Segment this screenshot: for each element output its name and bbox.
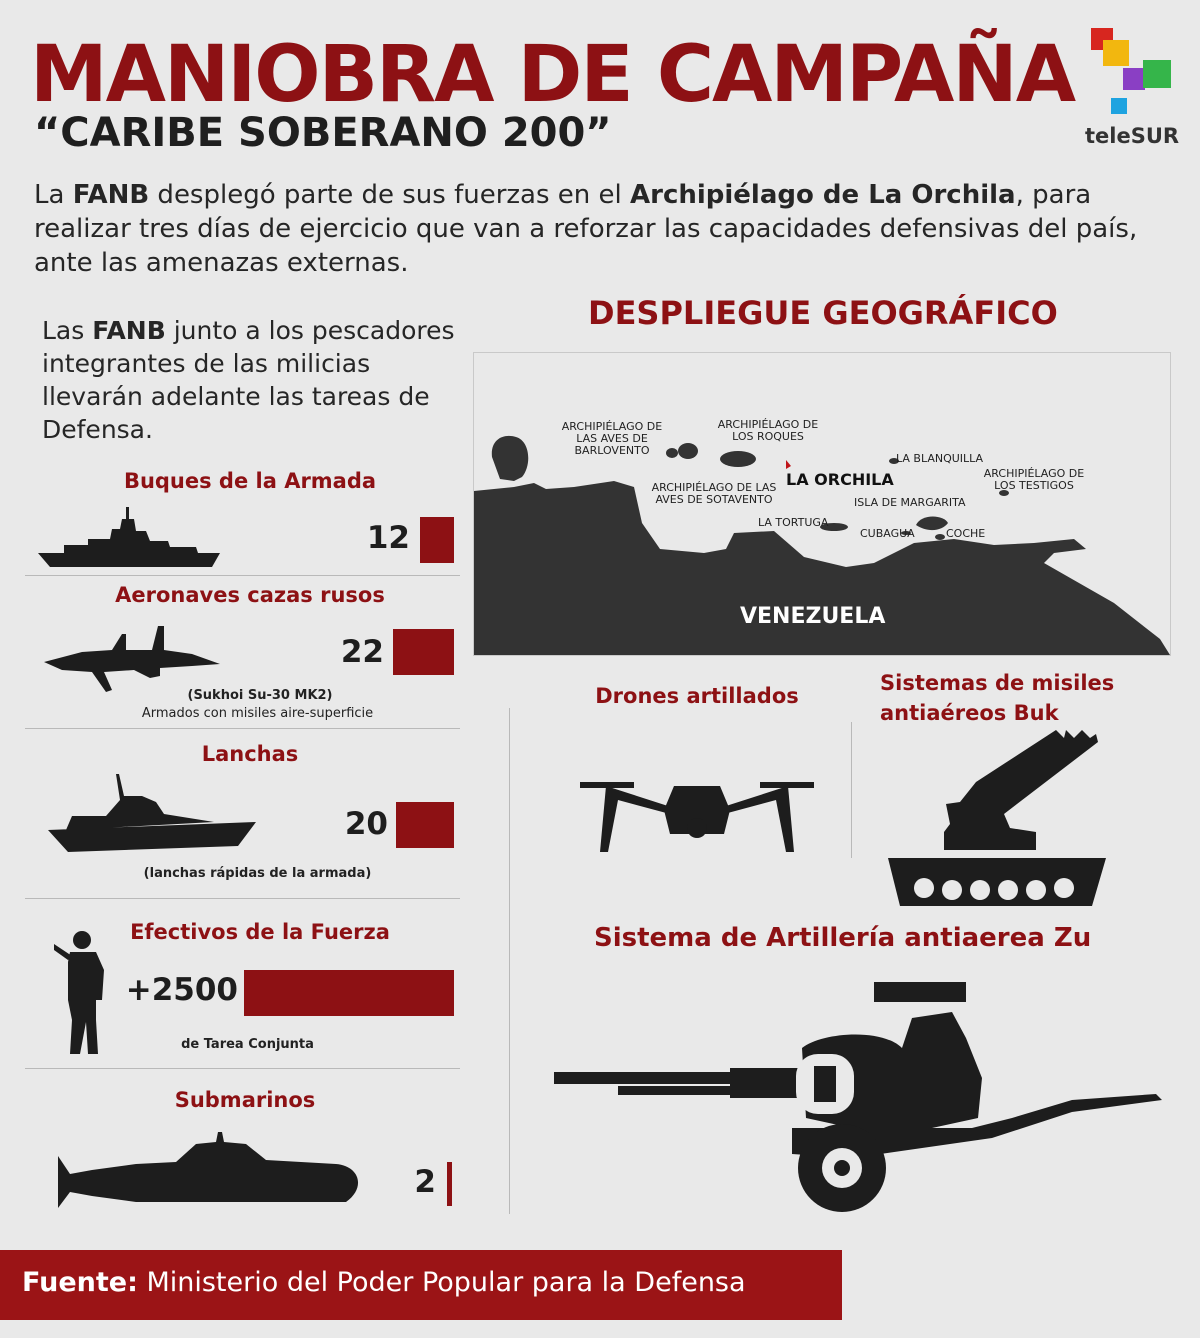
asset-bar-personnel [244, 970, 454, 1016]
divider [25, 1068, 460, 1069]
map-label-la-tortuga: LA TORTUGA [758, 516, 829, 529]
submarine-icon [56, 1130, 364, 1210]
page-subtitle: “CARIBE SOBERANO 200” [34, 110, 612, 156]
note-bold: (lanchas rápidas de la armada) [143, 866, 372, 881]
map-label-la-blanquilla: LA BLANQUILLA [896, 452, 984, 465]
telesur-logo-mark [1085, 28, 1180, 118]
warship-icon [36, 505, 222, 571]
source-text [22, 1267, 746, 1298]
asset-note-boats [120, 866, 395, 881]
note-bold: (Sukhoi Su-30 MK2) [187, 688, 333, 703]
lead-text: Las [42, 316, 93, 345]
asset-note-jets: Armados con misiles aire-superficie [141, 706, 374, 721]
map-label-los-roques: ARCHIPIÉLAGO DE LOS ROQUES [717, 418, 819, 443]
source-label: Fuente: [22, 1267, 138, 1298]
intro-bold: FANB [72, 180, 150, 210]
zu-label: Sistema de Artillería antiaerea Zu [594, 923, 1092, 953]
map-label-aves-barlovento: ARCHIPIÉLAGO DE LAS AVES DE BARLOVENTO [561, 420, 663, 457]
asset-value-jets: 22 [340, 634, 384, 670]
source-value: Ministerio del Poder Popular para la Defensa [137, 1267, 746, 1298]
asset-bar-boats [396, 802, 454, 848]
drones-label: Drones artillados [595, 684, 799, 708]
lead-bold: FANB [92, 316, 166, 345]
asset-bar-jets [393, 629, 454, 675]
page-title: MANIOBRA DE CAMPAÑA [30, 30, 1075, 120]
divider [25, 728, 460, 729]
divider [509, 708, 510, 1214]
zu-artillery-icon [552, 978, 1164, 1220]
telesur-logo [1085, 28, 1180, 148]
map-label-margarita: ISLA DE MARGARITA [854, 496, 966, 509]
buk-launcher-icon [886, 728, 1108, 910]
map-label-la-orchila: LA ORCHILA [786, 470, 894, 489]
asset-note-personnel [130, 1037, 365, 1052]
telesur-logo-text: teleSUR [1085, 124, 1180, 148]
asset-bar-ships [420, 517, 454, 563]
soldier-icon [52, 930, 110, 1058]
drone-icon [578, 752, 816, 856]
asset-bar-submarines [447, 1162, 452, 1206]
map-label-aves-sotavento: ARCHIPIÉLAGO DE LAS AVES DE SOTAVENTO [651, 481, 777, 506]
asset-label-boats: Lanchas [201, 742, 299, 766]
asset-label-ships: Buques de la Armada [123, 469, 377, 493]
intro-text: desplegó parte de sus fuerzas en el [149, 180, 630, 210]
asset-label-jets: Aeronaves cazas rusos [115, 583, 385, 607]
lead-text: junto a los pescadores integrantes de las milicias llevarán adelante las tareas de Defensa. [42, 316, 455, 444]
source-footer [0, 1250, 842, 1320]
fighter-jet-icon [42, 620, 222, 696]
map-label-los-testigos: ARCHIPIÉLAGO DE LOS TESTIGOS [983, 467, 1085, 492]
divider [851, 722, 852, 858]
map-heading: DESPLIEGUE GEOGRÁFICO [588, 294, 1058, 332]
buk-label: Sistemas de misiles antiaéreos Buk [880, 671, 1115, 725]
divider [25, 898, 460, 899]
lead-paragraph [42, 314, 462, 446]
asset-note-jets-model [130, 688, 390, 703]
asset-value-personnel: +2500 [125, 972, 238, 1008]
intro-bold: Archipiélago de La Orchila [630, 180, 1016, 210]
asset-value-submarines: 2 [414, 1164, 436, 1200]
speedboat-icon [46, 772, 258, 856]
intro-text: , para realizar tres días de ejercicio que van a reforzar las capacidades defensivas del país, ante las amenazas externas. [34, 180, 1138, 278]
map-label-cubagua: CUBAGUA [860, 527, 915, 540]
divider [25, 575, 460, 576]
note-bold: de Tarea Conjunta [181, 1037, 314, 1052]
map-label-venezuela: VENEZUELA [740, 604, 886, 629]
intro-text: La [34, 180, 73, 210]
asset-value-boats: 20 [344, 806, 388, 842]
map-label-coche: COCHE [946, 527, 986, 540]
asset-label-submarines: Submarinos [174, 1088, 316, 1112]
asset-value-ships: 12 [366, 520, 410, 556]
asset-label-personnel: Efectivos de la Fuerza [130, 920, 390, 944]
intro-paragraph [34, 178, 1154, 280]
